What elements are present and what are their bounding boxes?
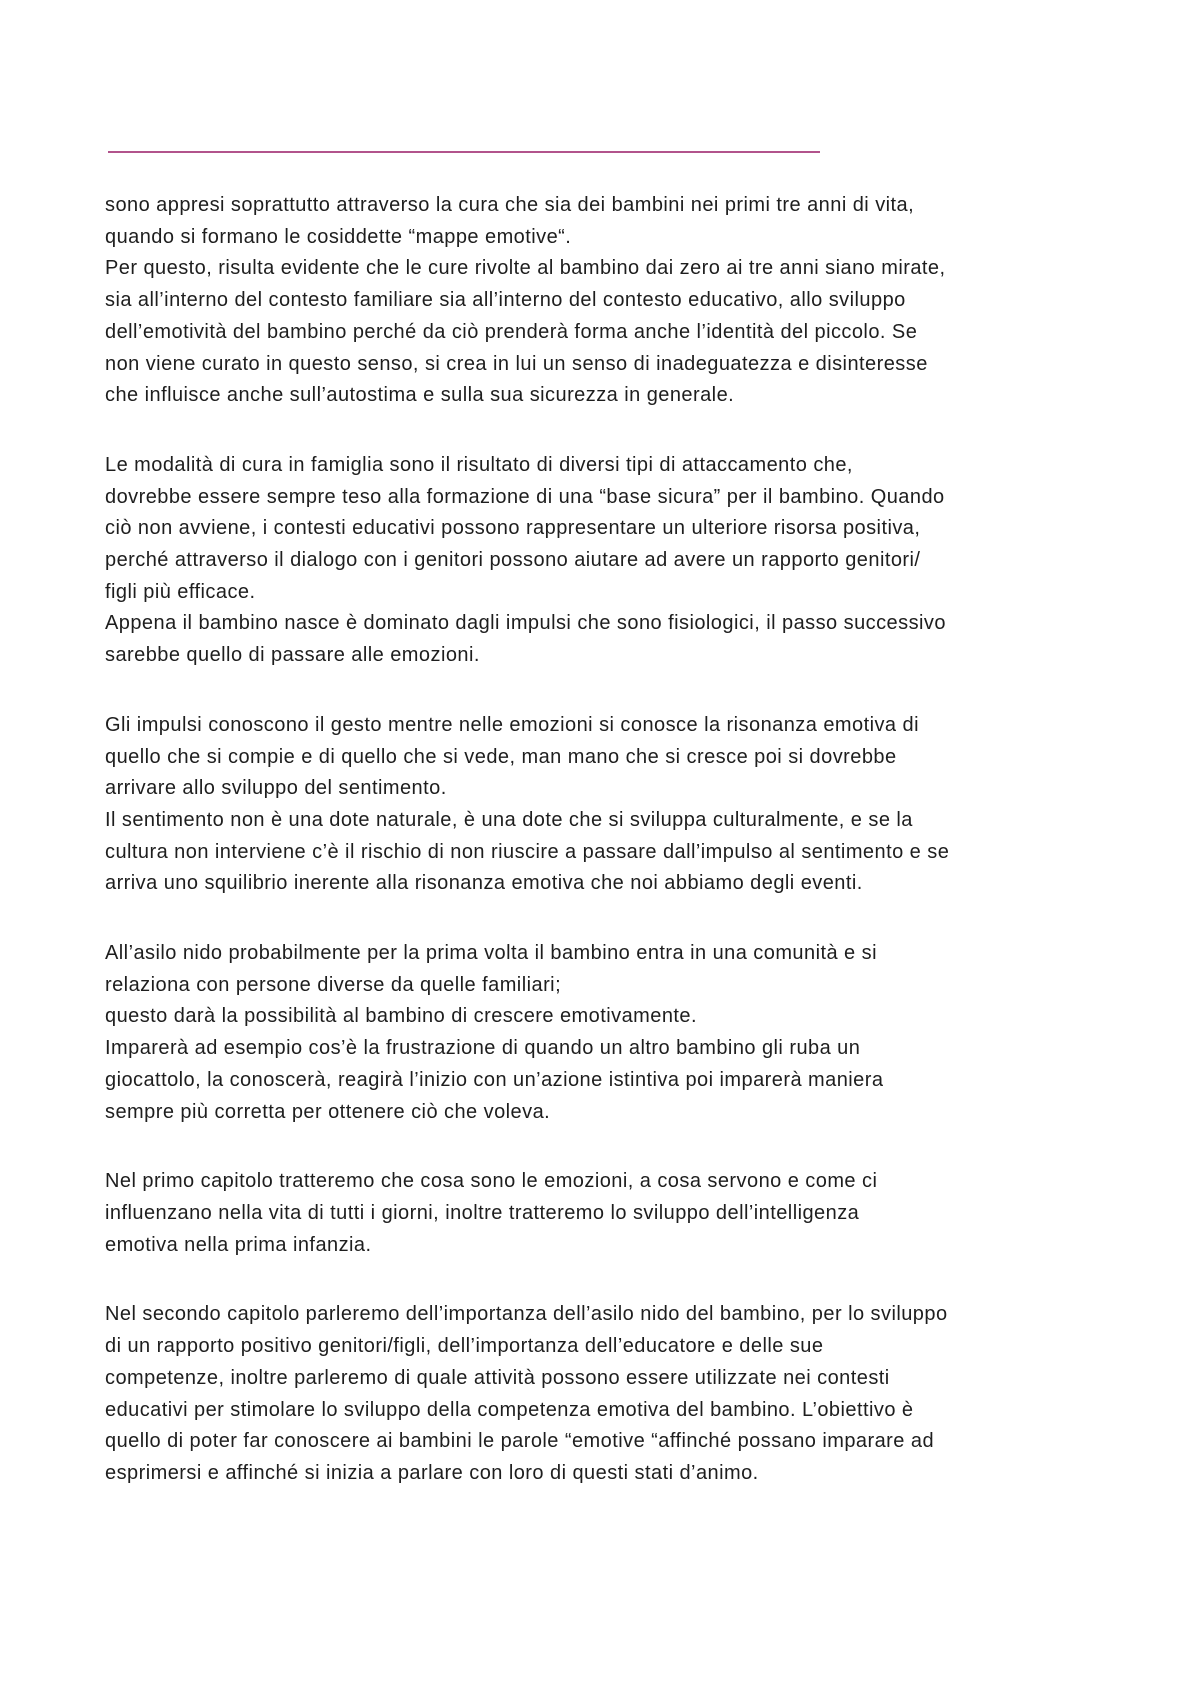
text-line: questo darà la possibilità al bambino di crescere emotivamente. [105,1005,697,1028]
text-line: giocattolo, la conoscerà, reagirà l’inizio con un’azione istintiva poi imparerà maniera [105,1068,884,1091]
text-line: cultura non interviene c’è il rischio di non riuscire a passare dall’impulso al sentimento e se [105,840,950,863]
text-line: dell’emotività del bambino perché da ciò prenderà forma anche l’identità del piccolo. Se [105,320,918,343]
text-line: Nel primo capitolo tratteremo che cosa sono le emozioni, a cosa servono e come ci [105,1170,878,1193]
text-line: All’asilo nido probabilmente per la prima volta il bambino entra in una comunità e si [105,942,877,965]
paragraph [105,1166,1095,1261]
text-line: Appena il bambino nasce è dominato dagli impulsi che sono fisiologici, il passo successivo [105,612,946,635]
text-line: quello di poter far conoscere ai bambini le parole “emotive “affinché possano imparare ad [105,1430,935,1453]
text-line: che influisce anche sull’autostima e sulla sua sicurezza in generale. [105,384,735,407]
paragraph [105,190,1095,412]
text-line: relaziona con persone diverse da quelle familiari; [105,973,562,996]
text-line: arriva uno squilibrio inerente alla risonanza emotiva che noi abbiamo degli eventi. [105,872,863,895]
paragraph [105,450,1095,672]
text-line: Nel secondo capitolo parleremo dell’importanza dell’asilo nido del bambino, per lo sviluppo [105,1303,948,1326]
paragraph [105,710,1095,900]
text-line: Le modalità di cura in famiglia sono il risultato di diversi tipi di attaccamento che, [105,453,853,476]
paragraph [105,938,1095,1128]
text-line: sia all’interno del contesto familiare sia all’interno del contesto educativo, allo sviluppo [105,289,906,312]
text-line: perché attraverso il dialogo con i genitori possono aiutare ad avere un rapporto genitori/ [105,549,921,572]
text-line: competenze, inoltre parleremo di quale attività possono essere utilizzate nei contesti [105,1366,890,1389]
text-line: sempre più corretta per ottenere ciò che voleva. [105,1100,551,1123]
text-line: dovrebbe essere sempre teso alla formazione di una “base sicura” per il bambino. Quando [105,485,945,508]
text-line: emotiva nella prima infanzia. [105,1233,372,1256]
document-body [105,190,1095,1490]
text-line: Gli impulsi conoscono il gesto mentre nelle emozioni si conosce la risonanza emotiva di [105,713,919,736]
text-line: ciò non avviene, i contesti educativi possono rappresentare un ulteriore risorsa positiva, [105,517,921,540]
paragraph [105,1299,1095,1489]
text-line: quello che si compie e di quello che si vede, man mano che si cresce poi si dovrebbe [105,745,897,768]
text-line: arrivare allo sviluppo del sentimento. [105,777,447,800]
text-line: Il sentimento non è una dote naturale, è una dote che si sviluppa culturalmente, e se la [105,808,913,831]
text-line: educativi per stimolare lo sviluppo della competenza emotiva del bambino. L’obiettivo è [105,1398,914,1421]
text-line: esprimersi e affinché si inizia a parlare con loro di questi stati d’animo. [105,1461,759,1484]
text-line: sarebbe quello di passare alle emozioni. [105,644,480,667]
text-line: quando si formano le cosiddette “mappe emotive“. [105,225,572,248]
text-line: non viene curato in questo senso, si crea in lui un senso di inadeguatezza e disinteresse [105,352,928,375]
text-line: figli più efficace. [105,580,256,603]
text-line: Per questo, risulta evidente che le cure rivolte al bambino dai zero ai tre anni siano mirate, [105,257,946,280]
header-divider-line [108,151,820,153]
text-line: sono appresi soprattutto attraverso la cura che sia dei bambini nei primi tre anni di vita, [105,194,915,216]
text-line: Imparerà ad esempio cos’è la frustrazione di quando un altro bambino gli ruba un [105,1037,861,1060]
text-line: influenzano nella vita di tutti i giorni, inoltre tratteremo lo sviluppo dell’intelligenza [105,1201,860,1224]
text-line: di un rapporto positivo genitori/figli, dell’importanza dell’educatore e delle sue [105,1335,824,1358]
